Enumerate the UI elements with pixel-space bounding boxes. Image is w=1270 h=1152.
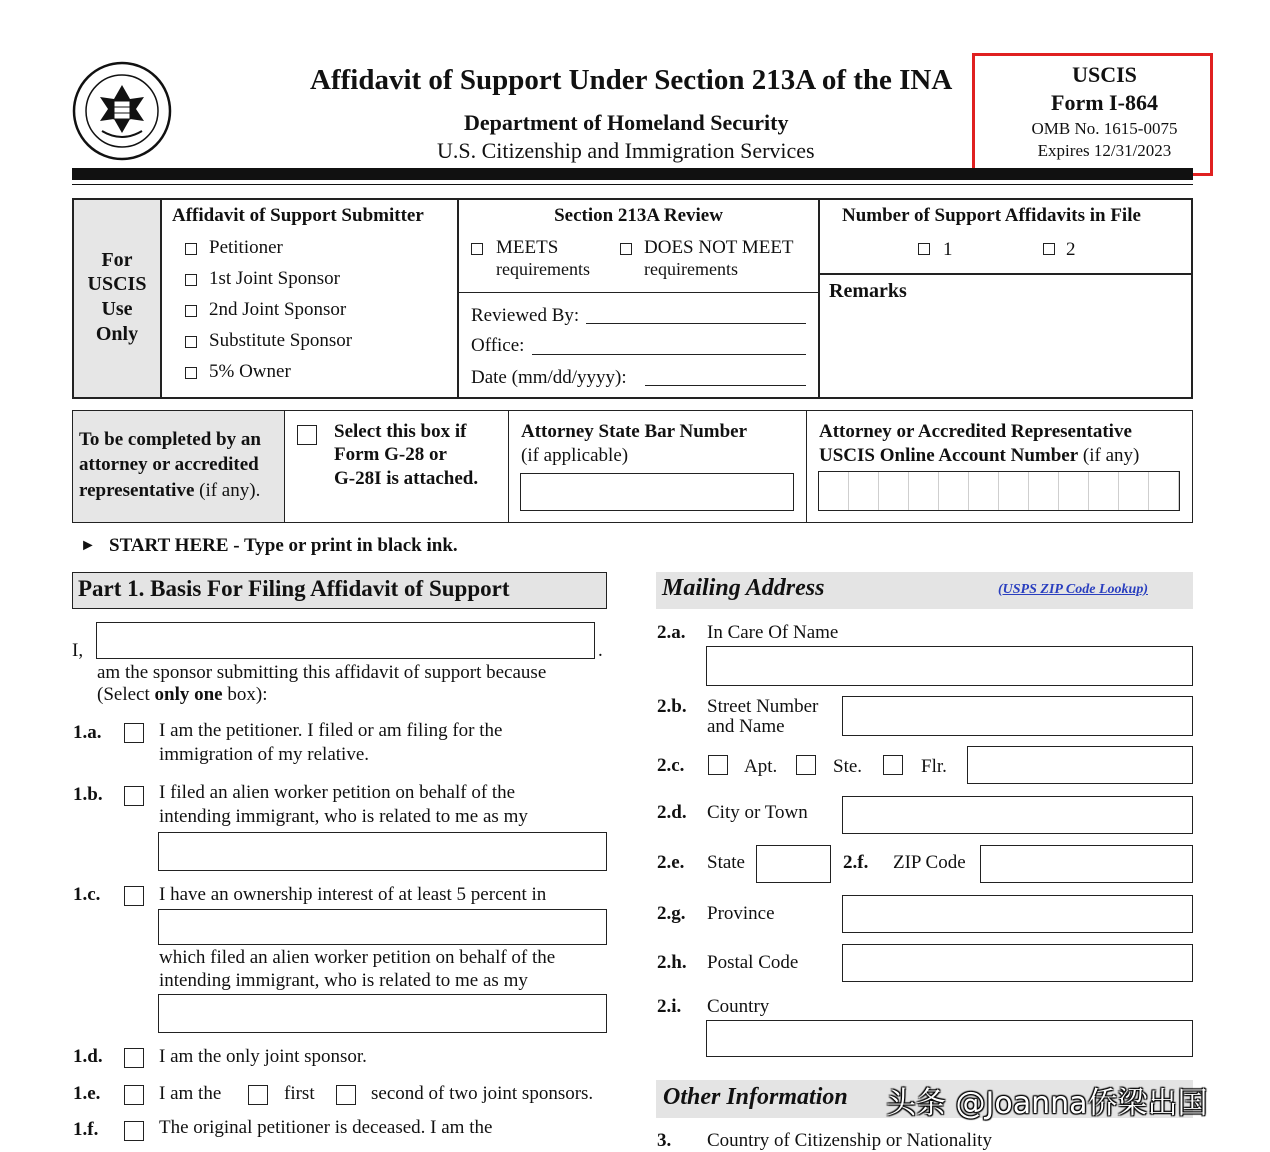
watermark: 头条 @Joanna侨梁出国 — [886, 1086, 1208, 1121]
item-1c-line1: I have an ownership interest of at least 5 percent in — [159, 884, 547, 905]
city-label: City or Town — [707, 802, 808, 823]
department-name: Department of Homeland Security — [464, 110, 789, 135]
item-1b-line2: intending immigrant, who is related to me as my — [159, 806, 528, 827]
not-meet-sub: requirements — [644, 259, 738, 279]
submitter-petitioner-checkbox[interactable] — [185, 243, 197, 255]
submitter-substitute-checkbox[interactable] — [185, 336, 197, 348]
item-1d-text: I am the only joint sponsor. — [159, 1046, 367, 1067]
zip-input[interactable] — [980, 845, 1193, 883]
province-input[interactable] — [842, 895, 1193, 933]
attorney-label-3 — [79, 480, 260, 502]
submitter-joint2-label: 2nd Joint Sponsor — [209, 299, 347, 320]
item-1e-first: first — [284, 1083, 315, 1104]
item-1b-relationship-input[interactable] — [158, 832, 607, 871]
intro-pre: (Select — [97, 684, 155, 705]
part1-intro-line2 — [97, 684, 267, 706]
citizenship-label: Country of Citizenship or Nationality — [707, 1130, 992, 1151]
meets-sub: requirements — [496, 259, 590, 279]
in-care-input[interactable] — [706, 646, 1193, 686]
i-label: I, — [72, 640, 84, 661]
office-divider-2 — [818, 200, 820, 397]
item-1a-number: 1.a. — [73, 722, 102, 743]
form-title: Affidavit of Support Under Section 213A of the INA — [310, 64, 953, 96]
office-use-label-2: USCIS — [87, 273, 147, 295]
part1-intro-line1: am the sponsor submitting this affidavit of support because — [97, 662, 547, 683]
office-divider-1 — [457, 200, 459, 397]
online-account-input[interactable] — [818, 471, 1180, 511]
intro-post: box): — [222, 684, 268, 705]
ste-checkbox[interactable] — [796, 755, 816, 775]
item-1e-number: 1.e. — [73, 1083, 101, 1104]
country-number: 2.i. — [657, 996, 682, 1017]
submitter-owner-label: 5% Owner — [209, 361, 291, 382]
item-1d-number: 1.d. — [73, 1046, 103, 1067]
meets-label: MEETS — [496, 237, 559, 258]
omb-number: OMB No. 1615-0075 — [1031, 119, 1178, 138]
attorney-divider-2 — [806, 411, 807, 522]
city-number: 2.d. — [657, 802, 687, 823]
item-1a-line2: immigration of my relative. — [159, 744, 370, 765]
postal-number: 2.h. — [657, 952, 687, 973]
g28-line-1: Select this box if — [334, 421, 467, 442]
reviewed-by-line[interactable] — [586, 323, 806, 324]
bar-number-input[interactable] — [520, 473, 794, 511]
state-number: 2.e. — [657, 852, 685, 873]
submitter-owner-checkbox[interactable] — [185, 367, 197, 379]
intro-bold: only one — [154, 684, 223, 705]
date-line[interactable] — [645, 385, 806, 386]
apt-checkbox[interactable] — [708, 755, 728, 775]
item-1e-pre: I am the — [159, 1083, 222, 1104]
apt-number: 2.c. — [657, 755, 685, 776]
item-1d-checkbox[interactable] — [124, 1048, 144, 1068]
item-1b-checkbox[interactable] — [124, 786, 144, 806]
item-1c-line2: which filed an alien worker petition on behalf of the — [159, 947, 556, 968]
submitter-heading: Affidavit of Support Submitter — [172, 205, 424, 226]
attorney-label-3-bold: representative — [79, 480, 195, 501]
street-number: 2.b. — [657, 696, 687, 717]
start-here-text: START HERE - Type or print in black ink. — [109, 535, 458, 556]
state-input[interactable] — [756, 845, 831, 883]
submitter-substitute-label: Substitute Sponsor — [209, 330, 353, 351]
other-info-heading: Other Information — [663, 1084, 848, 1110]
street-label-1: Street Number — [707, 696, 819, 717]
mailing-heading: Mailing Address — [662, 575, 825, 601]
office-use-label-3: Use — [101, 298, 133, 320]
in-care-number: 2.a. — [657, 622, 686, 643]
agency-name: U.S. Citizenship and Immigration Services — [437, 138, 815, 163]
street-label-2: and Name — [707, 716, 785, 737]
apt-label: Apt. — [744, 756, 778, 777]
online-account-line-2-bold: USCIS Online Account Number — [819, 445, 1079, 466]
postal-label: Postal Code — [707, 952, 799, 973]
i-period: . — [598, 640, 603, 661]
item-1a-line1: I am the petitioner. I filed or am filing for the — [159, 720, 503, 741]
item-1e-second-checkbox[interactable] — [336, 1085, 356, 1105]
street-input[interactable] — [842, 696, 1193, 736]
affidavits-2-label: 2 — [1066, 239, 1076, 260]
office-use-label-4: Only — [95, 323, 139, 345]
in-care-label: In Care Of Name — [707, 622, 839, 643]
flr-checkbox[interactable] — [883, 755, 903, 775]
affidavit-divider — [820, 273, 1191, 275]
meets-checkbox[interactable] — [471, 243, 483, 255]
item-1b-number: 1.b. — [73, 784, 103, 805]
form-id-number: Form I-864 — [1051, 90, 1158, 115]
submitter-joint1-label: 1st Joint Sponsor — [209, 268, 340, 289]
item-1c-company-input[interactable] — [158, 909, 607, 945]
g28-line-2: Form G-28 or — [334, 444, 447, 465]
item-1a-checkbox[interactable] — [124, 723, 144, 743]
affidavits-1-checkbox[interactable] — [918, 243, 930, 255]
part1-heading: Part 1. Basis For Filing Affidavit of Support — [78, 576, 510, 601]
bar-number-sub: (if applicable) — [521, 445, 629, 466]
header-rule-thin — [72, 184, 1193, 185]
online-account-line-1: Attorney or Accredited Representative — [819, 421, 1132, 442]
zip-lookup-link[interactable]: (USPS ZIP Code Lookup) — [998, 582, 1148, 597]
submitter-petitioner-label: Petitioner — [209, 237, 283, 258]
attorney-divider-1 — [508, 411, 509, 522]
submitter-joint2-checkbox[interactable] — [185, 305, 197, 317]
item-1e-second: second of two joint sponsors. — [371, 1083, 594, 1104]
flr-label: Flr. — [921, 756, 947, 777]
dhs-seal — [72, 61, 172, 161]
state-label: State — [707, 852, 745, 873]
office-label: Office: — [471, 335, 525, 356]
attorney-label-1: To be completed by an — [79, 429, 261, 450]
attorney-label-2: attorney or accredited — [79, 454, 259, 475]
online-account-suffix: (if any) — [1082, 445, 1140, 466]
g28-line-3: G-28I is attached. — [334, 468, 479, 489]
header-rule-thick — [72, 168, 1193, 180]
affidavits-1-label: 1 — [943, 239, 953, 260]
province-number: 2.g. — [657, 903, 686, 924]
item-1c-relationship-input[interactable] — [158, 994, 607, 1033]
item-1f-number: 1.f. — [73, 1119, 99, 1140]
ste-label: Ste. — [833, 756, 863, 777]
not-meet-label: DOES NOT MEET — [644, 237, 794, 258]
reviewed-by-label: Reviewed By: — [471, 305, 580, 326]
apt-input[interactable] — [967, 746, 1193, 784]
office-line[interactable] — [532, 354, 806, 355]
zip-label: ZIP Code — [893, 852, 966, 873]
affidavits-2-checkbox[interactable] — [1043, 243, 1055, 255]
zip-number: 2.f. — [843, 852, 869, 873]
item-1e-checkbox[interactable] — [124, 1085, 144, 1105]
not-meet-checkbox[interactable] — [620, 243, 632, 255]
item-1c-checkbox[interactable] — [124, 886, 144, 906]
form-id-agency: USCIS — [1072, 62, 1137, 87]
bar-number-heading: Attorney State Bar Number — [521, 421, 748, 442]
province-label: Province — [707, 903, 775, 924]
country-input[interactable] — [706, 1020, 1193, 1057]
attorney-label-suffix: (if any). — [199, 480, 261, 501]
item-1b-line1: I filed an alien worker petition on behalf of the — [159, 782, 516, 803]
item-1f-checkbox[interactable] — [124, 1121, 144, 1141]
item-1f-text: The original petitioner is deceased. I am the — [159, 1117, 493, 1138]
city-input[interactable] — [842, 796, 1193, 834]
item-1c-line3: intending immigrant, who is related to me as my — [159, 970, 528, 991]
submitter-joint1-checkbox[interactable] — [185, 274, 197, 286]
item-1e-first-checkbox[interactable] — [248, 1085, 268, 1105]
item-1c-number: 1.c. — [73, 884, 101, 905]
postal-input[interactable] — [842, 944, 1193, 982]
g28-checkbox[interactable] — [297, 425, 317, 445]
remarks-label: Remarks — [829, 280, 907, 302]
start-arrow: ► — [80, 537, 96, 554]
review-heading: Section 213A Review — [554, 205, 723, 226]
online-account-line-2 — [819, 445, 1139, 467]
country-label: Country — [707, 996, 770, 1017]
date-label: Date (mm/dd/yyyy): — [471, 367, 627, 388]
citizenship-number: 3. — [657, 1130, 672, 1151]
affidavits-heading: Number of Support Affidavits in File — [842, 205, 1141, 226]
expiration-date: Expires 12/31/2023 — [1037, 141, 1172, 160]
office-use-label-1: For — [101, 249, 133, 271]
review-divider — [459, 292, 818, 293]
sponsor-name-input[interactable] — [96, 622, 595, 659]
